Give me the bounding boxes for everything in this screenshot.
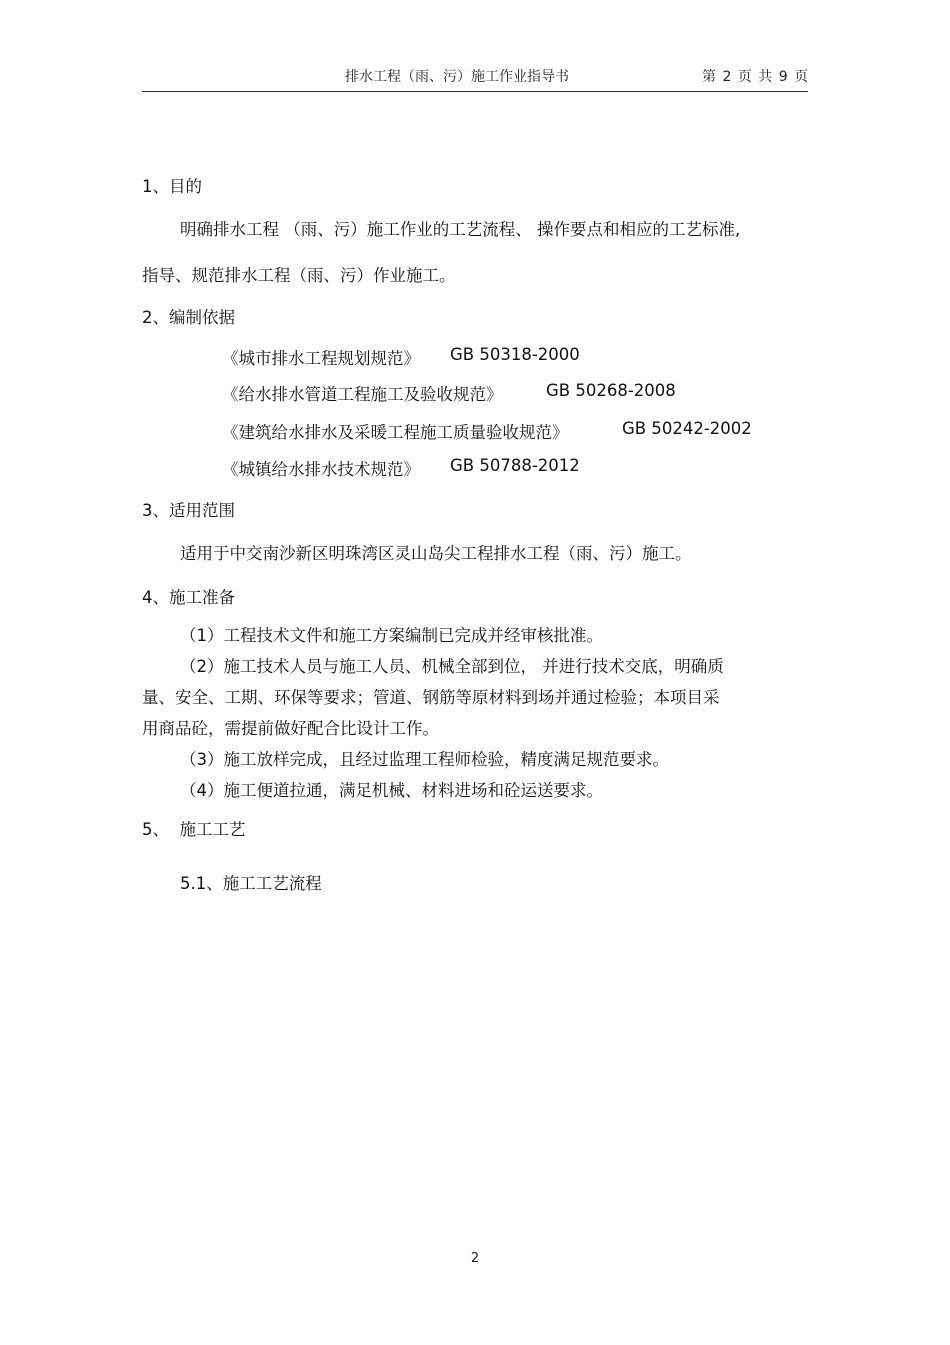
section-4-item-2-line1: （2）施工技术人员与施工人员、机械全部到位， 并进行技术交底，明确质 [180,657,724,676]
page-number: 2 [470,1251,480,1266]
reference-code: GB 50242-2002 [622,419,752,438]
reference-name: 《给水排水管道工程施工及验收规范》 [222,385,503,404]
header-title: 排水工程（雨、污）施工作业指导书 [345,69,569,85]
section-4-item-4: （4）施工便道拉通，满足机械、材料进场和砼运送要求。 [180,781,603,800]
section-5-heading: 5、 施工工艺 [142,820,246,839]
reference-name: 《城市排水工程规划规范》 [222,349,420,368]
reference-name: 《建筑给水排水及采暖工程施工质量验收规范》 [222,423,569,442]
section-3-heading: 3、适用范围 [142,501,235,520]
section-4-item-2-line3: 用商品砼，需提前做好配合比设计工作。 [142,719,439,738]
section-1-paragraph-line2: 指导、规范排水工程（雨、污）作业施工。 [142,266,456,285]
section-1-heading: 1、目的 [142,177,202,196]
section-4-item-1: （1）工程技术文件和施工方案编制已完成并经审核批准。 [180,626,603,645]
section-1-paragraph-line1: 明确排水工程 （雨、污）施工作业的工艺流程、 操作要点和相应的工艺标准, [180,220,741,239]
section-4-heading: 4、施工准备 [142,588,235,607]
section-4-item-2-line2: 量、安全、工期、环保等要求；管道、钢筋等原材料到场并通过检验；本项目采 [142,688,720,707]
reference-code: GB 50318-2000 [450,345,580,364]
header-page-info: 第 2 页 共 9 页 [702,69,810,85]
section-3-paragraph: 适用于中交南沙新区明珠湾区灵山岛尖工程排水工程（雨、污）施工。 [180,544,692,563]
section-2-heading: 2、编制依据 [142,308,235,327]
reference-code: GB 50788-2012 [450,456,580,475]
section-4-item-3: （3）施工放样完成，且经过监理工程师检验，精度满足规范要求。 [180,750,669,769]
reference-code: GB 50268-2008 [546,381,676,400]
header-rule [142,91,808,92]
section-5-1-subheading: 5.1、施工工艺流程 [180,874,322,893]
reference-name: 《城镇给水排水技术规范》 [222,460,420,479]
